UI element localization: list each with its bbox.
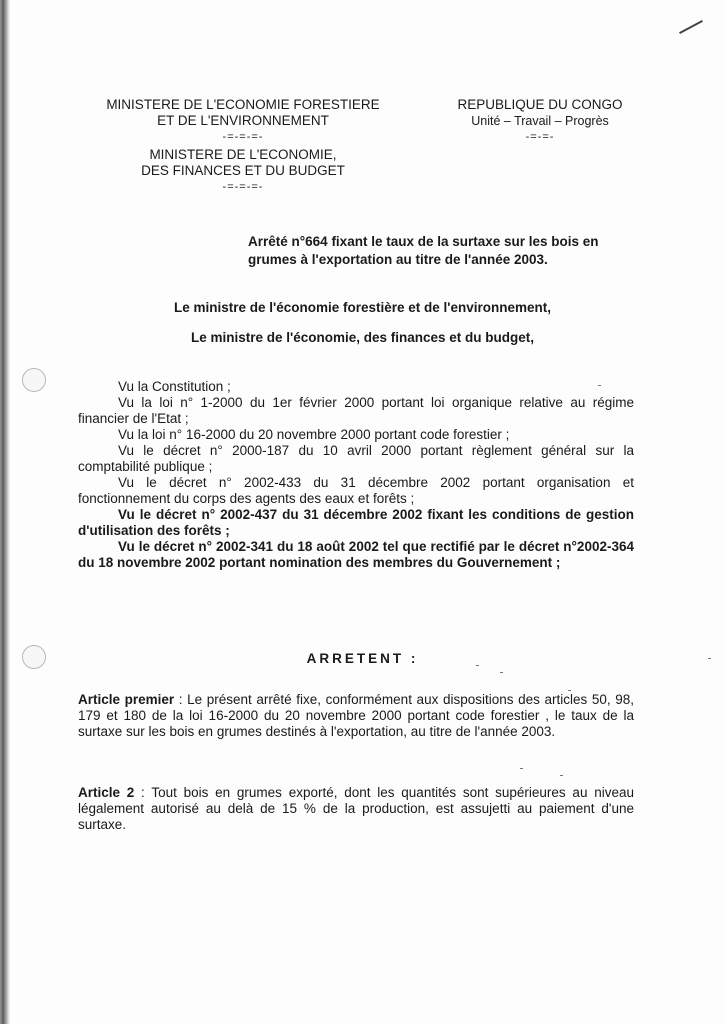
article-label: Article premier — [78, 692, 175, 707]
decree-title-line2: grumes à l'exportation au titre de l'année 2003. — [248, 252, 548, 267]
ministries-header — [78, 97, 408, 197]
decree-title-line1: Arrêté n°664 fixant le taux de la surtaxe sur les bois en — [248, 234, 599, 249]
article-text: : Tout bois en grumes exporté, dont les quantités sont supérieures au niveau légalement autorisé au delà de 15 % de la production, est assujetti au paiement d'une surtaxe. — [78, 785, 634, 832]
header-separator-2: -=-=-=- — [222, 181, 264, 193]
visas-list — [78, 379, 634, 571]
visa-item: Vu le décret n° 2002-433 du 31 décembre 2002 portant organisation et fonctionnement du corps des agents des eaux et forêts ; — [78, 475, 634, 506]
ministry-forestry-line2: ET DE L'ENVIRONNEMENT — [157, 113, 329, 128]
visa-item: Vu le décret n° 2000-187 du 10 avril 2000 portant règlement général sur la comptabilité publique ; — [78, 443, 634, 474]
visa-item: Vu la loi n° 16-2000 du 20 novembre 2000 portant code forestier ; — [118, 427, 510, 442]
header-separator: -=-=-=- — [222, 131, 264, 143]
article-text: : Le présent arrêté fixe, conformément aux dispositions des articles 50, 98, 179 et 180 de la loi 16-2000 du 20 novembre 2000 portant code forestier , le taux de la surtaxe sur les bois en grumes destinés à l'exportation, au titre de l'année 2003. — [78, 692, 634, 739]
scan-speck — [598, 385, 601, 386]
article-premier — [78, 692, 634, 740]
visa-item: Vu le décret n° 2002-437 du 31 décembre 2002 fixant les conditions de gestion d'utilisation des forêts ; — [78, 507, 634, 538]
article-2 — [78, 785, 634, 833]
visa-item: Vu la Constitution ; — [118, 379, 231, 394]
punch-hole-top — [22, 368, 46, 392]
republic-name: REPUBLIQUE DU CONGO — [457, 97, 623, 112]
ministry-finance-line2: DES FINANCES ET DU BUDGET — [141, 163, 345, 178]
ministry-forestry-line1: MINISTERE DE L'ECONOMIE FORESTIERE — [106, 97, 380, 112]
arretent-heading: ARRETENT : — [306, 651, 419, 666]
visa-item: Vu le décret n° 2002-341 du 18 août 2002 tel que rectifié par le décret n°2002-364 du 18 novembre 2002 portant nomination des membres du Gouvernement ; — [78, 539, 634, 570]
ministry-finance-line1: MINISTERE DE L'ECONOMIE, — [149, 147, 337, 162]
scan-speck — [500, 672, 503, 673]
scan-speck — [476, 665, 479, 666]
scan-speck — [560, 775, 563, 776]
decree-title — [248, 233, 688, 269]
visa-item: Vu la loi n° 1-2000 du 1er février 2000 portant loi organique relative au régime financier de l'Etat ; — [78, 395, 634, 426]
republic-header — [430, 97, 650, 147]
binding-edge — [0, 0, 10, 1024]
minister-forestry: Le ministre de l'économie forestière et de l'environnement, — [173, 300, 552, 315]
republic-separator: -=-=- — [525, 131, 555, 143]
scan-speck — [520, 768, 523, 769]
pen-mark — [679, 20, 703, 34]
article-label: Article 2 — [78, 785, 135, 800]
scan-speck — [708, 658, 711, 659]
scan-speck — [568, 690, 571, 691]
minister-finance: Le ministre de l'économie, des finances et du budget, — [190, 330, 535, 345]
republic-motto: Unité – Travail – Progrès — [471, 114, 609, 128]
